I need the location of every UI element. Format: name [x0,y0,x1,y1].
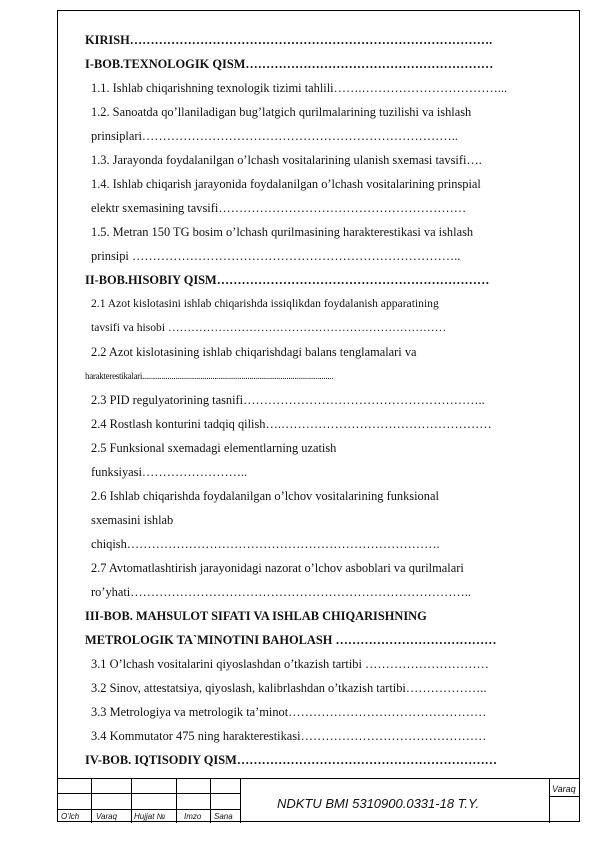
toc-section-3-1: 3.1 O’lchash vositalarini qiyoslashdan o’tkazish tartibi ………………………… [91,657,489,671]
toc-chapter-2: II-BOB.HISOBIY QISM………………………………………………………… [85,273,490,287]
stamp-olch-label: O’lch [61,812,80,821]
stamp-varaq-label: Varaq [552,784,576,794]
stamp-imzo-label: Imzo [184,812,202,821]
toc-section-2-1-cont: tavsifi va hisobi ……………………………………………………………… [91,321,447,334]
toc-section-1-1: 1.1. Ishlab chiqarishning texnologik tizimi tahlili…….……………………………... [91,81,508,95]
toc-section-3-3: 3.3 Metrologiya va metrologik ta’minot………………………………………… [91,705,487,719]
toc-section-2-3: 2.3 PID regulyatorining tasnifi………………………………………………….. [91,393,485,407]
toc-section-2-7: 2.7 Avtomatlashtirish jarayonidagi nazorat o’lchov asboblari va qurilmalari [91,561,464,575]
stamp-col-divider [210,779,211,823]
toc-section-3-2: 3.2 Sinov, attestatsiya, qiyoslash, kalibrlashdan o’tkazish tartibi……………….. [91,681,487,695]
toc-section-1-3: 1.3. Jarayonda foydalanilgan o’lchash vositalarining ulanish sxemasi tavsifi…. [91,153,482,167]
stamp-col-divider [91,779,92,823]
stamp-hujjat-label: Hujjat № [134,812,166,821]
toc-section-2-6: 2.6 Ishlab chiqarishda foydalanilgan o’lchov vositalarining funksional [91,489,439,503]
toc-kirish: KIRISH……………………………………………………………………………. [85,33,493,47]
toc-section-2-6-cont: sxemasini ishlab [91,513,174,527]
stamp-col-divider [549,779,550,823]
stamp-sana-label: Sana [214,812,233,821]
toc-section-2-6-cont2: chiqish…………………………………………………………………. [91,537,440,551]
toc-section-2-7-cont: ro’yhati……………………………………………………………………….. [91,585,471,599]
toc-section-1-2: 1.2. Sanoatda qo’llaniladigan bug’latgich qurilmalarining tuzilishi va ishlash [91,105,472,119]
toc-section-3-4: 3.4 Kommutator 475 ning harakterestikasi……………………………………… [91,729,487,743]
toc-section-1-5-cont: prinsipi …………………………………………………………………….. [91,249,461,263]
toc-section-2-1: 2.1 Azot kislotasini ishlab chiqarishda issiqlikdan foydalanish apparatining [91,297,439,310]
toc-section-2-4: 2.4 Rostlash konturini tadqiq qilish….…………………………………………… [91,417,492,431]
stamp-row-divider [57,793,240,794]
toc-section-1-5: 1.5. Metran 150 TG bosim o’lchash qurilmasining harakterestikasi va ishlash [91,225,474,239]
stamp-row-divider [57,809,240,810]
toc-chapter-3-cont: METROLOGIK TA`MINOTINI BAHOLASH ………………………………… [85,633,497,647]
table-of-contents [85,28,553,772]
stamp-col-divider [176,779,177,823]
toc-section-2-2-cont: harakterestikalari.................................................................................................. [85,371,334,381]
toc-chapter-3: III-BOB. MAHSULOT SIFATI VA ISHLAB CHIQARISHNING [85,609,427,623]
document-code: NDKTU BMI 5310900.0331-18 T.Y. [277,796,480,811]
toc-section-1-2-cont: prinsiplari………………………………………………………………….. [91,129,458,143]
toc-section-2-2: 2.2 Azot kislotasining ishlab chiqarishdagi balans tenglamalari va [91,345,417,359]
stamp-col-divider [131,779,132,823]
toc-section-1-4-cont: elektr sxemasining tavsifi…………………………………………………… [91,201,467,215]
toc-chapter-1: I-BOB.TEXNOLOGIK QISM…………………………………………………… [85,57,494,71]
toc-section-1-4: 1.4. Ishlab chiqarish jarayonida foydalanilgan o’lchash vositalarining prinspial [91,177,481,191]
toc-chapter-4: IV-BOB. IQTISODIY QISM……………………………………………………… [85,753,498,767]
stamp-varaq-divider [549,796,580,797]
stamp-varaq-col-label: Varaq [96,812,118,821]
toc-section-2-5-cont: funksiyasi…………………….. [91,465,248,479]
toc-section-2-5: 2.5 Funksional sxemadagi elementlarning uzatish [91,441,337,455]
stamp-col-divider [240,779,241,823]
title-block-stamp [57,778,580,822]
